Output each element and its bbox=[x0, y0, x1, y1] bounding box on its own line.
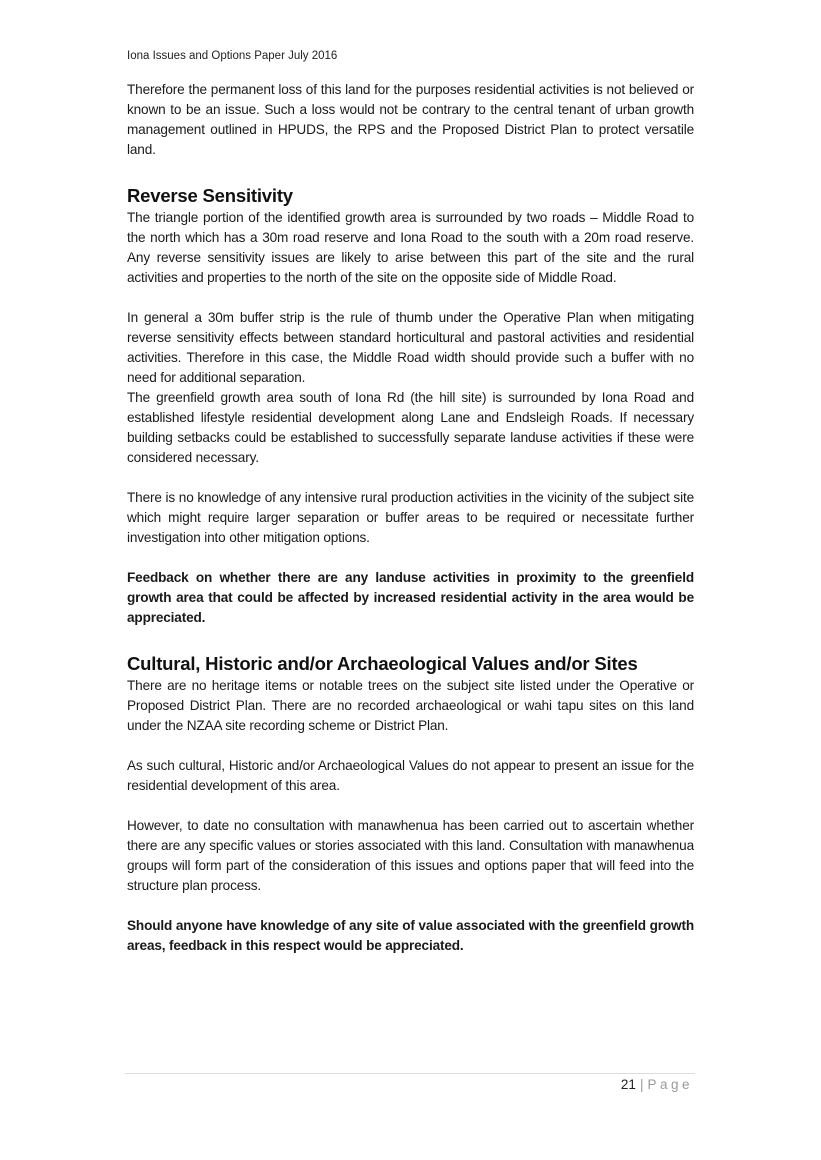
heading-reverse-sensitivity: Reverse Sensitivity bbox=[127, 185, 293, 206]
running-header: Iona Issues and Options Paper July 2016 bbox=[127, 50, 338, 62]
page-label: Page bbox=[647, 1077, 693, 1092]
paragraph: As such cultural, Historic and/or Archaeological Values do not appear to present an issue for the residential development of this area. bbox=[127, 758, 694, 793]
paragraph: There is no knowledge of any intensive rural production activities in the vicinity of the subject site which might require larger separation or buffer areas to be required or necessitate further investigation into other mitigation options. bbox=[127, 490, 694, 545]
paragraph: The triangle portion of the identified growth area is surrounded by two roads – Middle Road to the north which has a 30m road reserve and Iona Road to the south with a 20m road reserve. Any reverse sensitivity issues are likely to arise between this part of the site and the rural activities and properties to the north of the site on the opposite side of Middle Road. bbox=[127, 210, 694, 285]
heading-cultural-values: Cultural, Historic and/or Archaeological Values and/or Sites bbox=[127, 653, 638, 674]
page-footer bbox=[621, 1077, 693, 1092]
page-body bbox=[127, 80, 694, 956]
paragraph: However, to date no consultation with manawhenua has been carried out to ascertain whether there are any specific values or stories associated with this land. Consultation with manawhenua groups will form part of the consideration of this issues and options paper that will feed into the structure plan process. bbox=[127, 818, 694, 893]
paragraph: There are no heritage items or notable trees on the subject site listed under the Operative or Proposed District Plan. There are no recorded archaeological or wahi tapu sites on this land under the NZAA site recording scheme or District Plan. bbox=[127, 678, 694, 733]
page-number: 21 bbox=[620, 1077, 636, 1092]
feedback-request: Feedback on whether there are any landuse activities in proximity to the greenfield growth area that could be affected by increased residential activity in the area would be appreciated. bbox=[127, 570, 694, 625]
feedback-request: Should anyone have knowledge of any site of value associated with the greenfield growth areas, feedback in this respect would be appreciated. bbox=[127, 918, 694, 953]
intro-paragraph: Therefore the permanent loss of this land for the purposes residential activities is not believed or known to be an issue. Such a loss would not be contrary to the central tenant of urban growth management outlined in HPUDS, the RPS and the Proposed District Plan to protect versatile land. bbox=[127, 82, 694, 157]
footer-divider bbox=[125, 1073, 695, 1074]
footer-separator: | bbox=[639, 1077, 644, 1092]
paragraph: The greenfield growth area south of Iona Rd (the hill site) is surrounded by Iona Road and established lifestyle residential development along Lane and Endsleigh Roads. If necessary building setbacks could be established to successfully separate landuse activities if these were considered necessary. bbox=[127, 390, 694, 465]
paragraph: In general a 30m buffer strip is the rule of thumb under the Operative Plan when mitigating reverse sensitivity effects between standard horticultural and pastoral activities and residential activities. Therefore in this case, the Middle Road width should provide such a buffer with no need for additional separation. bbox=[127, 310, 694, 385]
